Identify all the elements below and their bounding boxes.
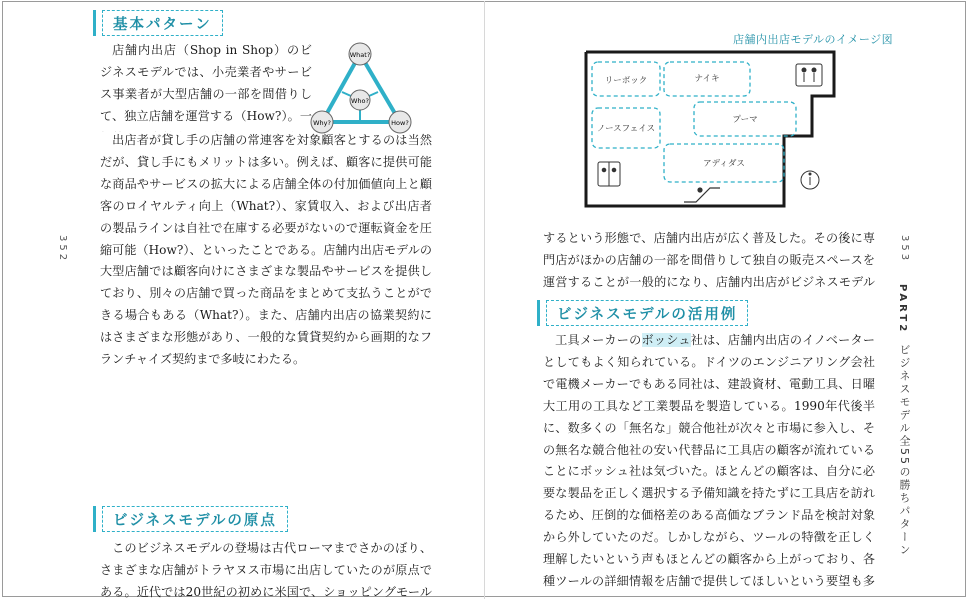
node-how: How? xyxy=(391,119,409,127)
who-what-how-why-diagram xyxy=(308,42,426,134)
heading-label: 基本パターン xyxy=(102,10,223,36)
highlight-bosch: ボッシュ xyxy=(641,333,691,347)
page-number-right: 353 xyxy=(899,235,910,264)
heading-origin xyxy=(93,504,288,534)
side-section-title: ビジネスモデル全55の勝ちパターン xyxy=(898,344,911,557)
store-floor-plan xyxy=(584,50,836,208)
node-why: Why? xyxy=(313,119,331,127)
page-number-left: 352 xyxy=(57,235,68,264)
left-body-text xyxy=(100,130,432,488)
heading-label: ビジネスモデルの活用例 xyxy=(546,300,748,326)
para-3: このビジネスモデルの登場は古代ローマまでさかのぼり、さまざまな店舗がトラヤヌス市場に出店していたのが原点である。近代では20世紀の初めに米国で、ショッピングモール xyxy=(100,541,432,599)
shop-puma: プーマ xyxy=(732,115,758,125)
para-4 xyxy=(543,330,875,594)
node-who: Who? xyxy=(351,97,369,105)
para-2: 出店者が貸し手の店舗の常連客を対象顧客とするのは当然だが、貸し手にもメリットは多い。例えば、顧客に提供可能な商品やサービスの拡大による店舗全体の付加価値向上と顧客のロイヤルティ向上（What?）、家賃収入、および出店者の製品ラインは自社で在庫する必要がないので運転資金を圧縮可能（How?）、といったことである。店舗内出店モデルの大型店舗では顧客向けにさまざまな製品やサービスを提供しており、別々の店舗で買った商品をまとめて支払うことができる場合もある（What?）。また、店舗内出店の協業契約にはさまざまな形態があり、一般的な賃貸契約から画期的なフランチャイズ契約まで多岐にわたる。 xyxy=(100,133,432,367)
shop-adidas: アディダス xyxy=(703,159,745,169)
para-intro-narrow xyxy=(100,40,312,132)
restroom-icon xyxy=(796,64,822,86)
escalator-icon xyxy=(684,188,720,202)
heading-bar xyxy=(93,506,96,532)
heading-bar xyxy=(93,10,96,36)
heading-label: ビジネスモデルの原点 xyxy=(102,506,288,532)
shop-reebok: リーボック xyxy=(604,76,648,86)
information-icon xyxy=(801,171,819,189)
right-body-bosch xyxy=(543,330,875,594)
para-continued: するという形態で、店舗内出店が広く普及した。その後に専門店がほかの店舗の一部を間借りして独自の販売スペースを運営することが一般的になり、店舗内出店がビジネスモデル xyxy=(543,231,875,289)
shop-northface: ノースフェイス xyxy=(596,124,656,134)
para-4-lead: 工具メーカーの xyxy=(555,333,642,347)
heading-bar xyxy=(537,300,540,326)
para-1: 店舗内出店（Shop in Shop）のビジネスモデルでは、小売業者やサービス事業者が大型店舗の一部を間借りして、独立店舗を運営する（How?）。一 xyxy=(100,43,312,123)
spine-divider xyxy=(484,1,485,599)
elevator-icon xyxy=(598,162,620,186)
para-4-body: 社は、店舗内出店のイノベーターとしてもよく知られている。ドイツのエンジニアリング会社で電機メーカーでもある同社は、建設資材、電動工具、日曜大工用の工具など工業製品を製造している。1990年代後半に、数多くの「無名な」競合他社が次々と市場に参入し、その無名な競合他社の安い代替品に工具店の顧客が流れていることにボッシュ社は気づいた。ほとんどの顧客は、自分に必要な製品を正しく選択する予備知識を持たずに工具店を訪れるため、圧倒的な価格差のある高価なブランド品を検討対象から外していたのだ。しかしながら、ツールの特徴を正しく理解したいという声もほとんどの顧客から上がっており、各種ツールの詳細情報を店舗で提供してほしいという要望も多 xyxy=(543,333,875,588)
figure-caption: 店舗内出店モデルのイメージ図 xyxy=(733,33,894,46)
node-what: What? xyxy=(349,51,371,59)
side-part-label: PART2 xyxy=(897,284,908,335)
shop-nike: ナイキ xyxy=(694,74,720,84)
heading-usage-example xyxy=(537,298,748,328)
left-body-origin xyxy=(100,538,432,600)
right-body-top xyxy=(543,228,875,294)
heading-basic-pattern xyxy=(93,8,223,38)
